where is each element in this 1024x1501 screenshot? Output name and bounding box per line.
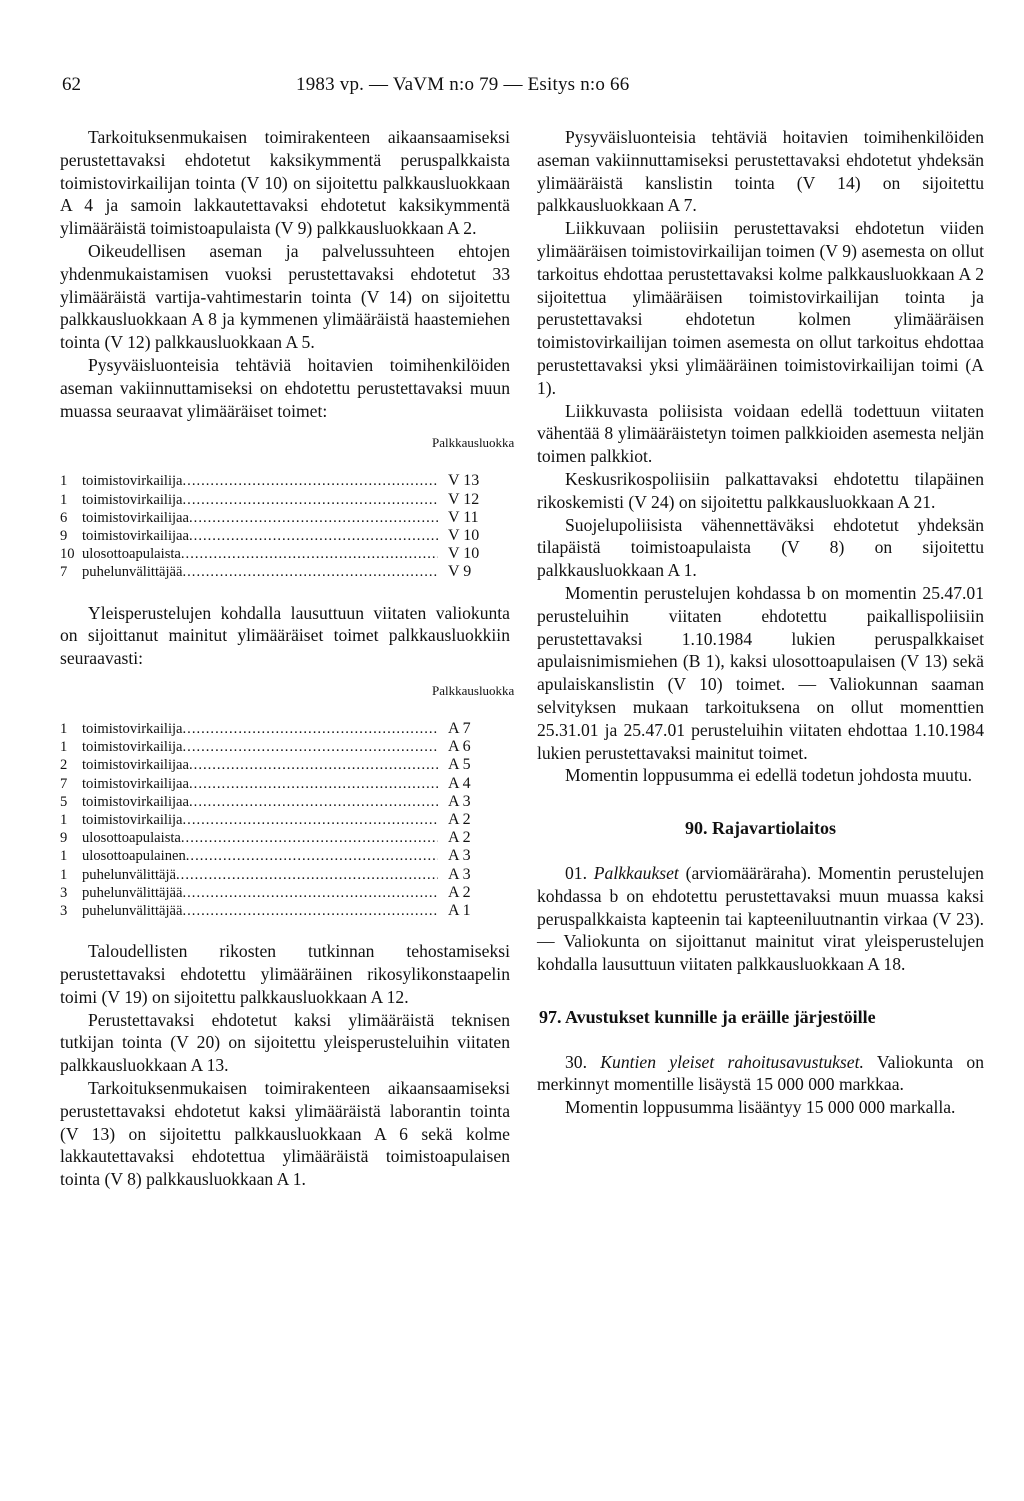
paragraph: Oikeudellisen aseman ja palvelussuhteen ehtojen yhdenmukaistamisen vuoksi perustettavaksi ehdotetut 33 ylimääräistä vartija-vahtimestarin tointa (V 14) on sijoitettu palkkausluokkaan A 8 ja kymmenen ylimääräistä haastemiehen tointa (V 12) palkkausluokkaan A 5. — [60, 240, 510, 353]
table-row — [60, 527, 510, 545]
row-pay-grade: A 3 — [448, 792, 471, 810]
paragraph: Pysyväisluonteisia tehtäviä hoitavien toimihenkilöiden aseman vakiinnuttamiseksi on ehdotettu perustettavaksi muun muassa seuraavat ylimääräiset toimet: — [60, 354, 510, 421]
item-text: (arviomääräraha). Momentin perustelujen kohdassa b on ehdotettu perustettavaksi muun muassa kaksi peruspalkkaista kapteenin tai kapteeniluutnantin virkaa (V 23). — Valiokunta on sijoittanut mainitut virat yleisperustelujen kohdalla lausuttuun viitaten palkkausluokkaan A 18. — [537, 862, 984, 975]
row-pay-grade: V 13 — [448, 472, 480, 490]
table-header-label: Palkkausluokka — [432, 682, 515, 698]
row-pay-grade: V 11 — [448, 508, 479, 526]
dot-leader — [189, 775, 438, 793]
row-quantity: 1 — [60, 866, 68, 883]
row-position: puhelunvälittäjää — [82, 564, 183, 581]
row-quantity: 3 — [60, 903, 68, 919]
paragraph: Pysyväisluonteisia tehtäviä hoitavien toimihenkilöiden aseman vakiinnuttamiseksi perustettavaksi ehdotetut yhdeksän ylimääräistä kanslistin tointa (V 14) on sijoitettu palkkausluokkaan A 7. — [537, 127, 984, 216]
table-row — [60, 884, 510, 902]
dot-leader — [183, 472, 438, 490]
paragraph: Suojelupoliisista vähennettäväksi ehdotetut yhdeksän tilapäistä toimistoapulaista (V 8) on sijoitettu palkkausluokkaan A 1. — [537, 514, 984, 581]
row-pay-grade: V 9 — [448, 563, 472, 581]
position-table-1 — [60, 435, 515, 581]
row-position: toimistovirkailija — [82, 473, 183, 490]
row-position: toimistovirkailijaa — [82, 527, 190, 544]
paragraph: Yleisperustelujen kohdalla lausuttuun viitaten valiokunta on sijoittanut mainitut ylimääräiset toimet palkkausluokkiin seuraavasti: — [60, 602, 510, 669]
paragraph: Keskusrikospoliisiin palkattavaksi ehdotettu tilapäinen rikoskemisti (V 24) on sijoitettu palkkausluokkaan A 21. — [537, 468, 984, 512]
item-title: Kuntien yleiset rahoitusavustukset. — [600, 1051, 864, 1072]
dot-leader — [183, 738, 438, 756]
row-pay-grade: A 7 — [448, 719, 471, 737]
position-table-2 — [60, 682, 515, 920]
row-pay-grade: A 2 — [448, 883, 471, 901]
row-quantity: 7 — [60, 775, 68, 792]
page-number: 62 — [62, 74, 81, 95]
table-row — [60, 756, 510, 774]
table-header-label: Palkkausluokka — [432, 435, 515, 451]
table-row — [60, 491, 510, 509]
row-position: toimistovirkailijaa — [82, 509, 190, 526]
row-position: toimistovirkailija — [82, 491, 183, 508]
row-quantity: 1 — [60, 848, 68, 865]
row-pay-grade: V 10 — [448, 545, 480, 563]
dot-leader — [189, 527, 438, 545]
dot-leader — [183, 563, 439, 581]
paragraph: Tarkoituksenmukaisen toimirakenteen aikaansaamiseksi perustettavaksi ehdotetut kaksi ylimääräistä laborantin tointa (V 13) on sijoitettu palkkausluokkaan A 6 sekä kolme lakkautettavaksi ehdotettua ylimääräistä toimistoapulaisen tointa (V 8) palkkausluokkaan A 1. — [60, 1077, 510, 1190]
dot-leader — [181, 829, 438, 847]
table-row — [60, 775, 510, 793]
section-heading: 90. Rajavartiolaitos — [685, 818, 836, 839]
row-position: toimistovirkailijaa — [82, 793, 190, 810]
table-row — [60, 793, 510, 811]
row-pay-grade: A 3 — [448, 865, 471, 883]
row-position: toimistovirkailija — [82, 739, 183, 756]
row-quantity: 1 — [60, 739, 68, 756]
row-pay-grade: A 2 — [448, 810, 471, 828]
section-heading: 97. Avustukset kunnille ja eräille järjestöille — [539, 1006, 876, 1027]
row-position: toimistovirkailija — [82, 720, 183, 737]
table-row — [60, 866, 510, 884]
row-quantity: 9 — [60, 830, 68, 847]
dot-leader — [183, 491, 438, 509]
row-quantity: 10 — [60, 546, 75, 563]
row-position: puhelunvälittäjää — [82, 903, 183, 919]
item-number: 01. — [565, 862, 587, 883]
row-quantity: 1 — [60, 491, 68, 508]
row-pay-grade: A 3 — [448, 847, 471, 865]
running-title: 1983 vp. — VaVM n:o 79 — Esitys n:o 66 — [296, 74, 630, 95]
row-quantity: 7 — [60, 564, 68, 581]
dot-leader — [189, 793, 438, 811]
right-column — [537, 126, 984, 1119]
row-position: toimistovirkailijaa — [82, 775, 190, 792]
table-row — [60, 563, 510, 581]
item-number: 30. — [565, 1051, 587, 1072]
row-position: ulosottoapulaista — [82, 830, 181, 847]
paragraph: Momentin loppusumma ei edellä todetun johdosta muutu. — [565, 765, 973, 786]
table-row — [60, 902, 510, 920]
paragraph: Taloudellisten rikosten tutkinnan tehostamiseksi perustettavaksi ehdotettu ylimääräinen rikosylikonstaapelin toimi (V 19) on sijoitettu palkkausluokkaan A 12. — [60, 941, 510, 1007]
table-row — [60, 472, 510, 490]
paragraph: Momentin perustelujen kohdassa b on momentin 25.47.01 perusteluihin viitaten ehdotettu paikallispoliisiin perustettavaksi 1.10.1984 lukien peruspalkkaiset apulaisnimismiehen (B 1), kaksi ulosottoapulaisen (V 13) sekä apulaiskanslistin (V 10) toimet. — Valiokunnan saaman selvityksen mukaan tarkoituksena on ollut momenttien 25.31.01 ja 25.47.01 perusteluihin viitaten ehdottaa 1.10.1984 lukien perustettavaksi mainitut toimet. — [537, 582, 984, 763]
row-position: ulosottoapulainen — [82, 848, 186, 865]
paragraph: Liikkuvaan poliisiin perustettavaksi ehdotetun viiden ylimääräisen toimistovirkailijan toimen (V 9) asemesta on ollut tarkoitus ehdottaa perustettavaksi kolme palkkausluokkaan A 2 sijoitettua ylimääräisen toimistovirkailijan tointa ja perustettavaksi ehdotetun kolmen ylimääräisen toimistovirkailijan toimen asemesta on ollut tarkoitus ehdottaa perustettavaksi yksi ylimääräinen toimistovirkailijan toimi (A 1). — [537, 218, 984, 398]
page-header — [60, 74, 980, 104]
dot-leader — [183, 902, 439, 920]
row-position: toimistovirkailijaa — [82, 757, 190, 774]
dot-leader — [183, 811, 438, 829]
row-quantity: 5 — [60, 793, 68, 810]
table-row — [60, 509, 510, 527]
paragraph: Perustettavaksi ehdotetut kaksi ylimääräistä teknisen tutkijan tointa (V 20) on sijoitettu yleisperusteluihin viitaten palkkausluokkaan A 13. — [60, 1009, 510, 1076]
paragraph — [537, 862, 984, 976]
row-pay-grade: A 6 — [448, 738, 471, 756]
dot-leader — [186, 847, 438, 865]
table-row — [60, 829, 510, 847]
row-quantity: 1 — [60, 473, 68, 490]
dot-leader — [183, 720, 438, 738]
row-quantity: 6 — [60, 509, 68, 526]
table-header — [60, 682, 515, 720]
row-pay-grade: V 12 — [448, 490, 480, 508]
row-quantity: 1 — [60, 811, 68, 828]
paragraph: Tarkoituksenmukaisen toimirakenteen aikaansaamiseksi perustettavaksi ehdotetut kaksikymmentä peruspalkkaista toimistovirkailijan tointa (V 10) on sijoitettu palkkausluokkaan A 4 ja samoin lakkautettavaksi ehdotetut kaksikymmentä ylimääräistä toimistoapulaista (V 9) palkkausluokkaan A 2. — [60, 127, 510, 239]
table-row — [60, 738, 510, 756]
item-title: Palkkaukset — [593, 862, 679, 883]
paragraph — [537, 1051, 984, 1097]
row-position: puhelunvälittäjää — [82, 884, 183, 901]
row-quantity: 1 — [60, 720, 68, 737]
paragraph: Momentin loppusumma lisääntyy 15 000 000 markalla. — [565, 1097, 956, 1118]
row-quantity: 9 — [60, 527, 68, 544]
dot-leader — [189, 756, 438, 774]
item-text: Valiokunta on merkinnyt momentille lisäystä 15 000 000 markkaa. — [537, 1051, 984, 1095]
dot-leader — [189, 509, 438, 527]
dot-leader — [181, 545, 438, 563]
row-quantity: 2 — [60, 757, 68, 774]
table-row — [60, 847, 510, 865]
row-position: toimistovirkailija — [82, 811, 183, 828]
row-pay-grade: A 2 — [448, 829, 471, 847]
table-row — [60, 811, 510, 829]
row-quantity: 3 — [60, 884, 68, 901]
row-pay-grade: A 4 — [448, 774, 471, 792]
dot-leader — [176, 866, 438, 884]
row-pay-grade: A 1 — [448, 902, 471, 919]
table-row — [60, 720, 510, 738]
row-position: ulosottoapulaista — [82, 546, 181, 563]
left-column — [60, 126, 515, 1191]
row-pay-grade: A 5 — [448, 756, 471, 774]
paragraph: Liikkuvasta poliisista voidaan edellä todettuun viitaten vähentää 8 ylimääräistetyn toimen palkkioiden asemesta neljän toimen palkkiot. — [537, 400, 984, 467]
row-position: puhelunvälittäjä — [82, 866, 177, 883]
table-header — [60, 435, 515, 472]
row-pay-grade: V 10 — [448, 526, 480, 544]
dot-leader — [183, 884, 439, 902]
table-row — [60, 545, 510, 563]
